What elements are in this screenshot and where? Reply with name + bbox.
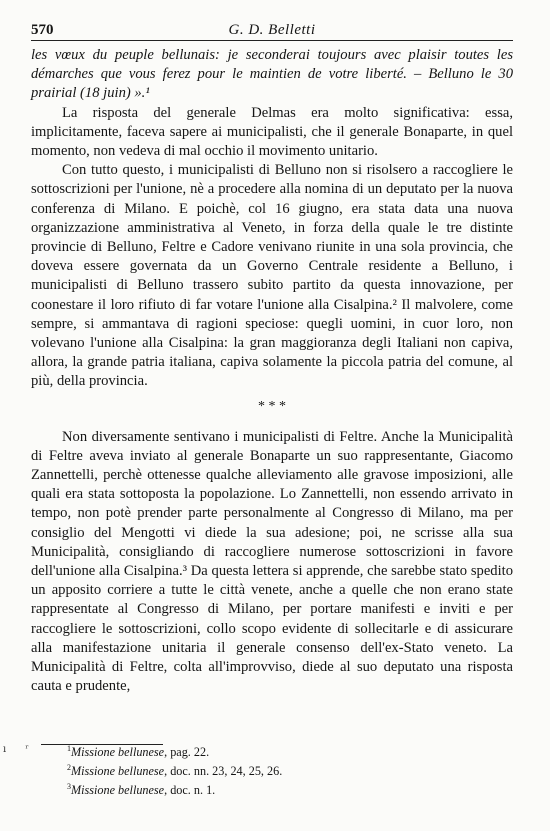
- running-head: G. D. Belletti: [228, 22, 316, 38]
- footnote-reference: , doc. n. 1.: [164, 783, 216, 798]
- footnote-source-title: Missione bellunese: [71, 764, 165, 779]
- body-text: [31, 46, 513, 697]
- footnote-reference: , pag. 22.: [164, 745, 210, 760]
- footnote-2: [67, 760, 367, 779]
- page-number: 570: [31, 22, 54, 38]
- section-separator: [31, 392, 513, 428]
- paragraph-feltre: Non diversamente sentivano i municipalisti di Feltre. Anche la Municipalità di Feltre aveva inviato al generale Bonaparte un suo rappresentante, Giacomo Zannettelli, perchè ottenesse qualche alleviamento alle gravose imposizioni, alle quali era stata sottoposta la popolazione. Lo Zannettelli, non essendo arrivato in tempo, non potè prender parte personalmente al Congresso di Milano, ma per consiglio del Mengotti vi diede la sua adesione; poi, ne scrisse alla sua Municipalità, consigliando di raccogliere numerose sottoscrizioni in favore dell'unione alla Cisalpina.³ Da questa lettera si apprende, che sarebbe stato spedito un apposito corriere a tutte le città venete, anche a quelle che non erano state rappresentate al Congresso di Milano, per portare manifesti e inviti e per raccogliere le sottoscrizioni, collo scopo evidente di sollecitarle e di assicurare alla manifestazione unitaria il generale consenso dell'ex-Stato veneto. La Municipalità di Feltre, colta all'improvviso, diede al suo deputato una risposta cauta e prudente,: [31, 428, 513, 695]
- footnote-3: [67, 779, 367, 798]
- quoted-letter: les vœux du peuple bellunais: je seconderai toujours avec plaisir toutes les démarches que vous ferez pour le maintien de votre liberté. – Belluno le 30 prairial (18 juin) ».¹: [31, 47, 513, 102]
- footnote-source-title: Missione bellunese: [71, 745, 165, 760]
- margin-marks: ı ʳ: [3, 744, 37, 755]
- footnote-1: [67, 741, 367, 760]
- footnotes: [67, 741, 367, 798]
- asterism: * * *: [258, 398, 286, 414]
- header-rule: [31, 40, 513, 41]
- footnote-source-title: Missione bellunese: [71, 783, 165, 798]
- footnote-reference: , doc. nn. 23, 24, 25, 26.: [164, 764, 283, 779]
- page-header: [31, 18, 513, 40]
- footnote-marker: 2: [67, 763, 71, 773]
- paragraph-delmas-response: La risposta del generale Delmas era molto significativa: essa, implicitamente, faceva sapere ai municipalisti, che il generale Bonaparte, in quel momento, non vedeva di mal occhio il movimento unitario.: [31, 104, 513, 160]
- paragraph-belluno-municipalists: Con tutto questo, i municipalisti di Belluno non si risolsero a raccogliere le sottoscrizioni per l'unione, nè a procedere alla nomina di un deputato per la nuova conferenza di Milano. E poichè, col 16 giugno, era stata data una nuova organizzazione amministrativa al Veneto, in forza della quale le tre distinte provincie di Belluno, Feltre e Cadore venivano riunite in una sola provincia, che doveva essere governata da un Governo Centrale residente a Belluno, i municipalisti di Belluno trassero subito partito da questa innovazione, per coonestare il loro rifiuto di far votare l'unione alla Cisalpina.² Il malvolere, come sempre, si ammantava di ragioni speciose: quegli uomini, in cuor loro, non volevano l'unione alla Cisalpina: la gran maggioranza degli Italiani non capiva, allora, la grande patria italiana, capiva solamente la piccola patria del comune, al più, della provincia.: [31, 162, 513, 390]
- footnote-marker: 3: [67, 782, 71, 792]
- footnote-marker: 1: [67, 744, 71, 753]
